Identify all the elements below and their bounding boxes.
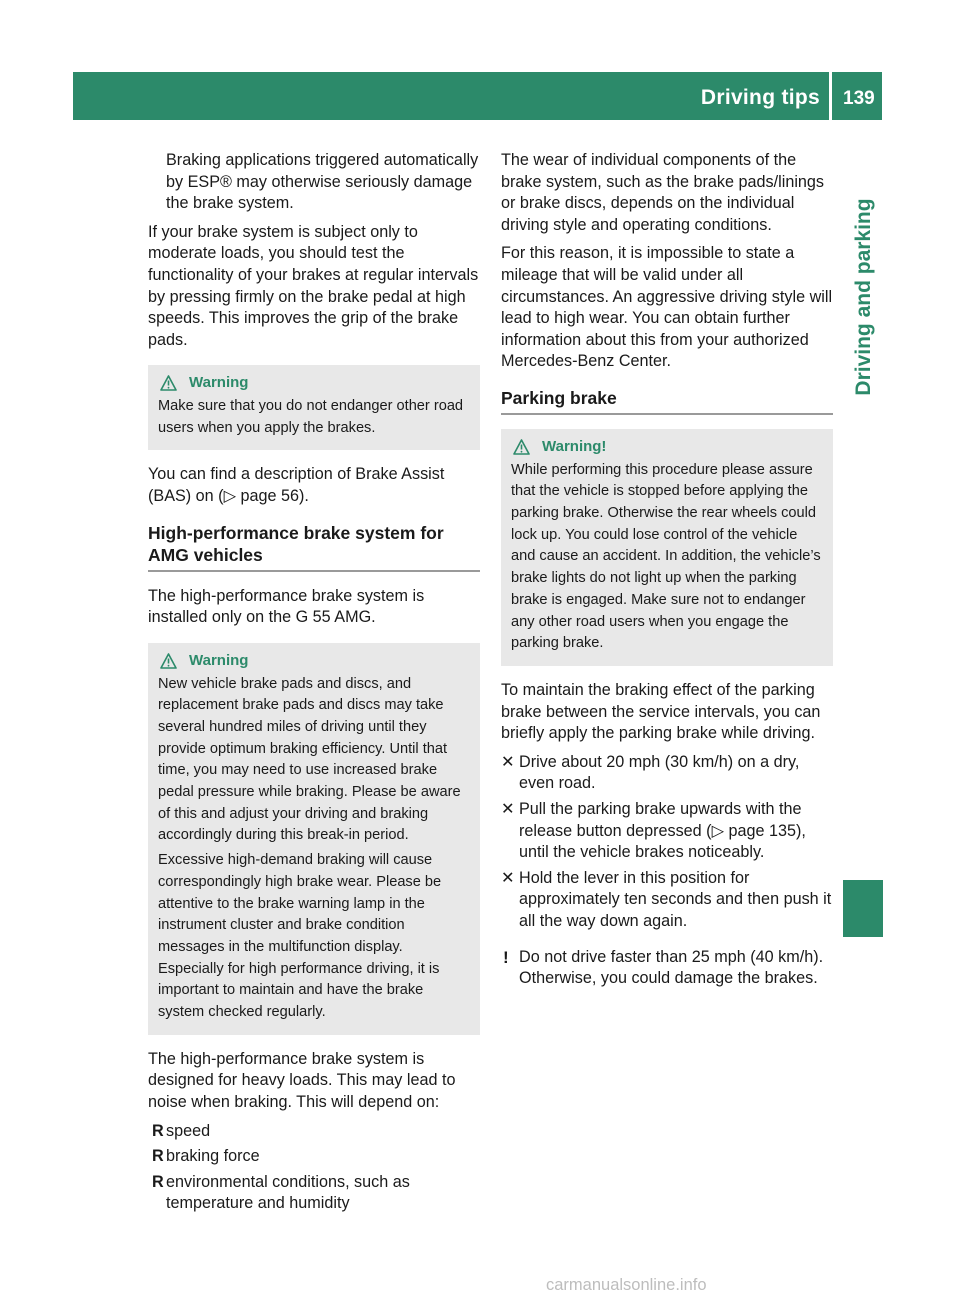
warning-title: Warning (189, 651, 249, 669)
bas-reference-paragraph: You can find a description of Brake Assist (BAS) on (▷ page 56). (148, 465, 445, 506)
list-item: R environmental conditions, such as temperature and humidity (152, 1172, 410, 1213)
damage-note (501, 947, 833, 990)
left-column (148, 150, 480, 1221)
heading-parking-brake: Parking brake (501, 387, 833, 415)
step-item: ✕ Pull the parking brake upwards with the release button depressed (▷ page 135), until the vehicle brakes noticeably. (501, 799, 806, 862)
warning-text: Excessive high-demand braking will cause correspondingly high brake wear. Please be attentive to the brake warning lamp in the instrument cluster and brake condition messages in the multifunction display. Especially for high performance driving, it is important to maintain and have the brake system checked regularly. (158, 852, 442, 1021)
chapter-tab (843, 132, 885, 462)
installed-paragraph: The high-performance brake system is installed only on the G 55 AMG. (148, 586, 425, 627)
note-text: Do not drive faster than 25 mph (40 km/h). Otherwise, you could damage the brakes. (519, 947, 824, 988)
warning-box-brakes (148, 365, 480, 450)
warning-title: Warning! (542, 437, 607, 455)
maintain-paragraph: To maintain the braking effect of the parking brake between the service intervals, you can briefly apply the parking brake while driving. (501, 680, 821, 743)
chapter-tab-label: Driving and parking (852, 198, 875, 396)
step-arrow-icon: ✕ (501, 799, 515, 818)
exclamation-icon: ! (503, 947, 509, 967)
watermark: carmanualsonline.info (546, 1276, 707, 1294)
page-number: 139 (843, 88, 875, 109)
warning-title: Warning (189, 374, 249, 392)
factor-list (148, 1121, 480, 1215)
header-separator (829, 72, 832, 120)
moderate-loads-paragraph: If your brake system is subject only to moderate loads, you should test the functionality of your brakes at regular intervals by pressing firmly on the brake pedal at high speeds. This improves the grip of the brake pads. (148, 222, 479, 349)
step-item: ✕ Hold the lever in this position for approximately ten seconds and then push it all the way down again. (501, 868, 832, 930)
warning-triangle-icon (160, 653, 177, 669)
warning-text: New vehicle brake pads and discs, and replacement brake pads and discs may take several hundred miles of driving until they provide optimum braking efficiency. Until that time, you may need to use increased brake pedal pressure while braking. Please be aware of this and adjust your driving and braking accordingly during this break-in period. (158, 675, 461, 844)
step-arrow-icon: ✕ (501, 752, 515, 771)
list-item: R speed (152, 1121, 211, 1140)
list-item: R braking force (152, 1147, 260, 1166)
warning-triangle-icon (160, 375, 177, 391)
warning-box-break-in (148, 643, 480, 1035)
designed-paragraph: The high-performance brake system is designed for heavy loads. This may lead to noise when braking. This will depend on: (148, 1049, 456, 1111)
chapter-marker-block (843, 880, 883, 937)
warning-text: Make sure that you do not endanger other road users when you apply the brakes. (158, 398, 464, 436)
heading-amg-brake-system: High-performance brake system for AMG vehicles (148, 522, 480, 572)
mileage-paragraph: For this reason, it is impossible to state a mileage that will be valid under all circumstances. An aggressive driving style will lead to high wear. You can obtain further information about this from your authorized Mercedes-Benz Center. (501, 244, 833, 371)
wear-paragraph: The wear of individual components of the brake system, such as the brake pads/linings or brake discs, depends on the individual driving style and operating conditions. (501, 151, 825, 234)
continuation-paragraph: Braking applications triggered automatically by ESP® may otherwise seriously damage the brake system. (166, 151, 479, 213)
warning-box-parking-brake (501, 429, 833, 666)
section-title: Driving tips (700, 86, 820, 109)
warning-triangle-icon (513, 439, 530, 455)
step-item: ✕ Drive about 20 mph (30 km/h) on a dry, even road. (501, 752, 800, 793)
warning-text: While performing this procedure please assure that the vehicle is stopped before applying the parking brake. Otherwise the rear wheels could lock up. You could lose control of the vehicle and cause an accident. In addition, the vehicle’s brake lights do not light up when the parking brake is engaged. Make sure not to endanger any other road users when you engage the parking brake. (511, 461, 821, 652)
step-arrow-icon: ✕ (501, 868, 515, 887)
procedure-steps (501, 752, 833, 933)
right-column (501, 150, 833, 990)
